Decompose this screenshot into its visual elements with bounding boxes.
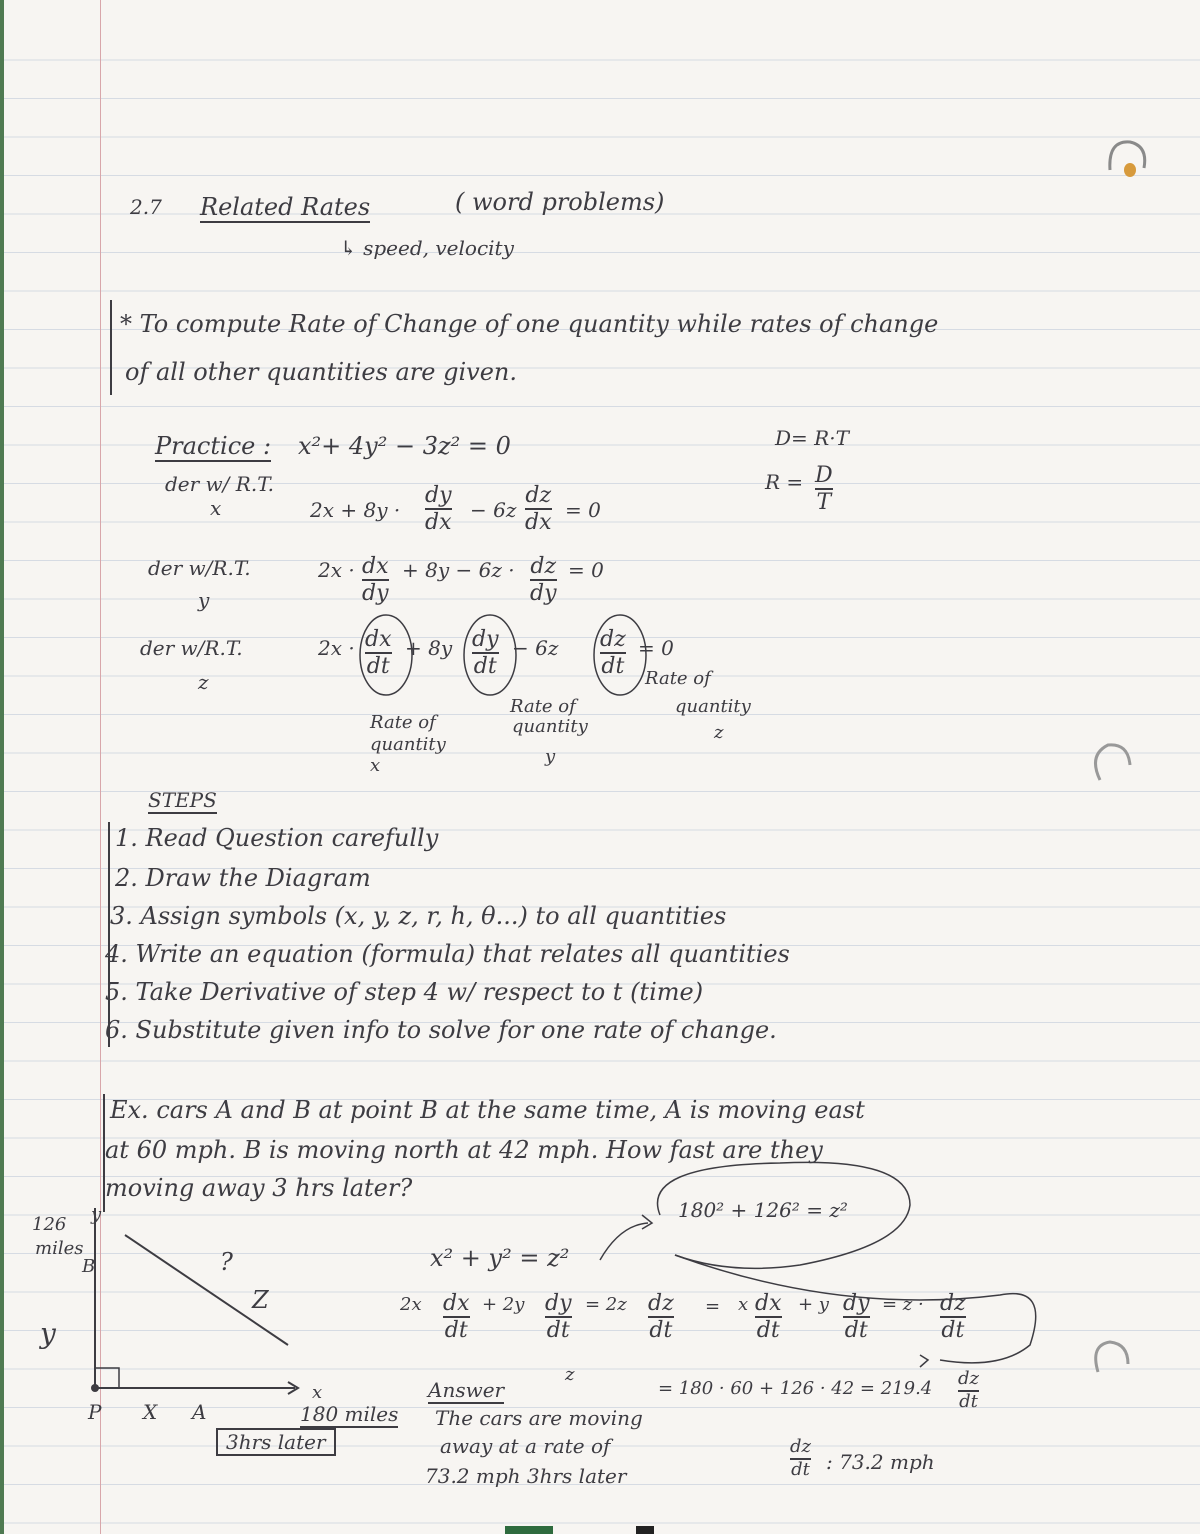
sol-eq-1: = 2z xyxy=(585,1294,627,1315)
circle-annotations xyxy=(340,610,680,710)
step-3: 3. Assign symbols (x, y, z, r, h, θ...) to all quantities xyxy=(110,902,727,930)
sol-sub-den: dt xyxy=(959,1390,978,1412)
derz-f3-den: dt xyxy=(601,654,625,680)
diagram-x-value-text: 180 miles xyxy=(300,1402,399,1426)
page-title xyxy=(200,195,370,219)
note-rate-z-2: quantity xyxy=(675,696,751,717)
sol-f6-den: dt xyxy=(941,1318,965,1344)
derz-var: z xyxy=(198,670,209,694)
sol-f6-num: dz xyxy=(940,1291,966,1316)
sol-eq-3: = z · xyxy=(882,1294,924,1315)
definition-bar xyxy=(110,300,112,395)
sol-f5-den: dt xyxy=(844,1318,868,1344)
diagram-x-value xyxy=(300,1404,398,1424)
answer-line-1: The cars are moving xyxy=(435,1406,643,1430)
derz-f2-den: dt xyxy=(473,654,497,680)
example-line-1: Ex. cars A and B at point B at the same time, A is moving east xyxy=(110,1096,865,1124)
note-rate-z-1: Rate of xyxy=(645,668,711,689)
final-den: dt xyxy=(791,1458,810,1480)
diagram-y-unit: miles xyxy=(35,1238,84,1259)
formula-r-num: D xyxy=(815,463,833,488)
note-rate-y-3: y xyxy=(545,746,556,767)
sol-small-z: z xyxy=(565,1364,575,1385)
step-1: 1. Read Question carefully xyxy=(115,824,439,852)
dery-eq-b: + 8y − 6z · xyxy=(402,558,515,582)
step-6: 6. Substitute given info to solve for one rate of change. xyxy=(105,1016,777,1044)
diagram-time-box: 3hrs later xyxy=(216,1428,336,1456)
bottom-edge-mark xyxy=(505,1526,553,1534)
derx-eq-b: − 6z xyxy=(470,498,517,522)
bubble-equation: 180² + 126² = z² xyxy=(678,1198,848,1222)
formula-r-den: T xyxy=(816,490,832,516)
practice-label xyxy=(155,434,271,458)
step-5: 5. Take Derivative of step 4 w/ respect to t (time) xyxy=(105,978,704,1006)
derz-f1-den: dt xyxy=(366,654,390,680)
derz-eq-a: 2x · xyxy=(318,636,355,660)
derz-f2-num: dy xyxy=(472,627,499,652)
derx-frac-dy-dx xyxy=(425,484,452,534)
diagram-question: ? xyxy=(220,1248,233,1276)
sol-f3-num: dz xyxy=(648,1291,674,1316)
sol-sub-frac xyxy=(958,1370,979,1412)
sol-f1-num: dx xyxy=(443,1291,470,1316)
solution-equation: x² + y² = z² xyxy=(430,1244,570,1272)
sol-sub-num: dz xyxy=(958,1368,980,1389)
answer-line-2: away at a rate of xyxy=(440,1434,611,1458)
note-rate-y-1: Rate of xyxy=(510,696,576,717)
dery-eq-a: 2x · xyxy=(318,558,355,582)
dery-label: der w/R.T. xyxy=(148,556,251,580)
formula-r-fraction xyxy=(815,464,833,514)
note-rate-x: Rate of quantity x xyxy=(370,712,446,777)
derx-f1-num: dy xyxy=(425,483,452,508)
hole-punch-top xyxy=(1100,130,1160,190)
final-frac xyxy=(790,1438,811,1480)
derx-eq-c: = 0 xyxy=(565,498,601,522)
derz-eq-d: = 0 xyxy=(638,636,674,660)
steps-bar xyxy=(108,822,110,1047)
sol-f4-num: dx xyxy=(755,1291,782,1316)
sol-frac-dz-dt-2 xyxy=(940,1292,966,1342)
definition-line-1: * To compute Rate of Change of one quantity while rates of change xyxy=(120,310,939,338)
sol-f3-den: dt xyxy=(649,1318,673,1344)
dery-f1-num: dx xyxy=(362,554,389,579)
title-text: Related Rates xyxy=(200,193,371,221)
derx-f1-den: dx xyxy=(425,510,452,536)
diagram-y-top: y xyxy=(91,1204,102,1225)
example-line-2: at 60 mph. B is moving north at 42 mph. How fast are they xyxy=(105,1136,823,1164)
sol-frac-dy-dt xyxy=(545,1292,572,1342)
formula-r-label: R = xyxy=(765,470,804,494)
answer-label xyxy=(428,1380,504,1400)
sol-f4-den: dt xyxy=(756,1318,780,1344)
derx-f2-num: dz xyxy=(525,483,552,508)
derx-frac-dz-dx xyxy=(525,484,552,534)
definition-line-2: of all other quantities are given. xyxy=(125,358,517,386)
answer-label-text: Answer xyxy=(428,1378,505,1402)
step-4: 4. Write an equation (formula) that relates all quantities xyxy=(105,940,790,968)
hole-punch-bottom xyxy=(1080,1330,1140,1390)
derx-label: der w/ R.T. xyxy=(165,472,274,496)
sol-frac-dy-dt-2 xyxy=(843,1292,870,1342)
note-rate-y-2: quantity xyxy=(512,716,588,737)
dery-eq-c: = 0 xyxy=(568,558,604,582)
sol-f2-num: dy xyxy=(545,1291,572,1316)
sol-f1-den: dt xyxy=(444,1318,468,1344)
dery-f2-den: dy xyxy=(530,581,557,607)
sol-eq-2: = xyxy=(705,1296,721,1317)
example-line-3: moving away 3 hrs later? xyxy=(105,1174,413,1202)
diagram-hyp-label: Z xyxy=(252,1286,269,1314)
dery-var: y xyxy=(198,588,210,612)
sol-plus-2: + y xyxy=(798,1294,829,1315)
sol-x-term: x xyxy=(738,1294,749,1315)
derz-eq-b: + 8y xyxy=(405,636,453,660)
final-num: dz xyxy=(790,1436,812,1457)
sol-plus-1: + 2y xyxy=(482,1294,525,1315)
note-rate-z-3: z xyxy=(714,722,724,743)
sol-f2-den: dt xyxy=(546,1318,570,1344)
practice-equation: x²+ 4y² − 3z² = 0 xyxy=(298,432,511,460)
sol-frac-dx-dt xyxy=(443,1292,470,1342)
hole-punch-middle xyxy=(1080,735,1140,795)
derz-f1-num: dx xyxy=(365,627,392,652)
dery-frac-dx-dy xyxy=(362,555,389,605)
derz-f3-num: dz xyxy=(600,627,626,652)
final-value: : 73.2 mph xyxy=(826,1450,935,1474)
sol-f5-num: dy xyxy=(843,1291,870,1316)
steps-heading xyxy=(148,790,217,810)
diagram-origin: P xyxy=(88,1400,102,1424)
diagram-x-label: X xyxy=(143,1400,158,1424)
practice-label-text: Practice : xyxy=(155,432,272,460)
dery-f1-den: dy xyxy=(362,581,389,607)
section-number: 2.7 xyxy=(130,195,162,219)
derx-eq-a: 2x + 8y · xyxy=(310,498,401,522)
diagram-point-a: A xyxy=(192,1400,207,1424)
diagram-y-axis-label: y xyxy=(40,1317,56,1350)
diagram-y-value: 126 xyxy=(32,1214,67,1235)
sol-frac-dz-dt xyxy=(648,1292,674,1342)
dery-frac-dz-dy xyxy=(530,555,557,605)
diagram-point-b: B xyxy=(82,1256,96,1277)
answer-line-3: 73.2 mph 3hrs later xyxy=(425,1464,627,1488)
dery-f2-num: dz xyxy=(530,554,557,579)
step-2: 2. Draw the Diagram xyxy=(115,864,371,892)
derx-f2-den: dx xyxy=(525,510,552,536)
triangle-diagram xyxy=(80,1200,400,1424)
sol-der-a: 2x xyxy=(400,1294,422,1315)
formula-drt: D= R·T xyxy=(775,426,849,450)
bottom-edge-mark-2 xyxy=(636,1526,654,1534)
derz-eq-c: − 6z xyxy=(512,636,559,660)
title-note: ↳ speed, velocity xyxy=(340,236,514,260)
steps-heading-text: STEPS xyxy=(148,788,217,812)
derz-label: der w/R.T. xyxy=(140,636,243,660)
diagram-x-end: x xyxy=(312,1382,323,1403)
derx-var: x xyxy=(210,496,222,520)
page-subtitle: ( word problems) xyxy=(455,188,665,216)
sol-substitution: = 180 · 60 + 126 · 42 = 219.4 xyxy=(658,1378,933,1399)
sol-frac-dx-dt-2 xyxy=(755,1292,782,1342)
